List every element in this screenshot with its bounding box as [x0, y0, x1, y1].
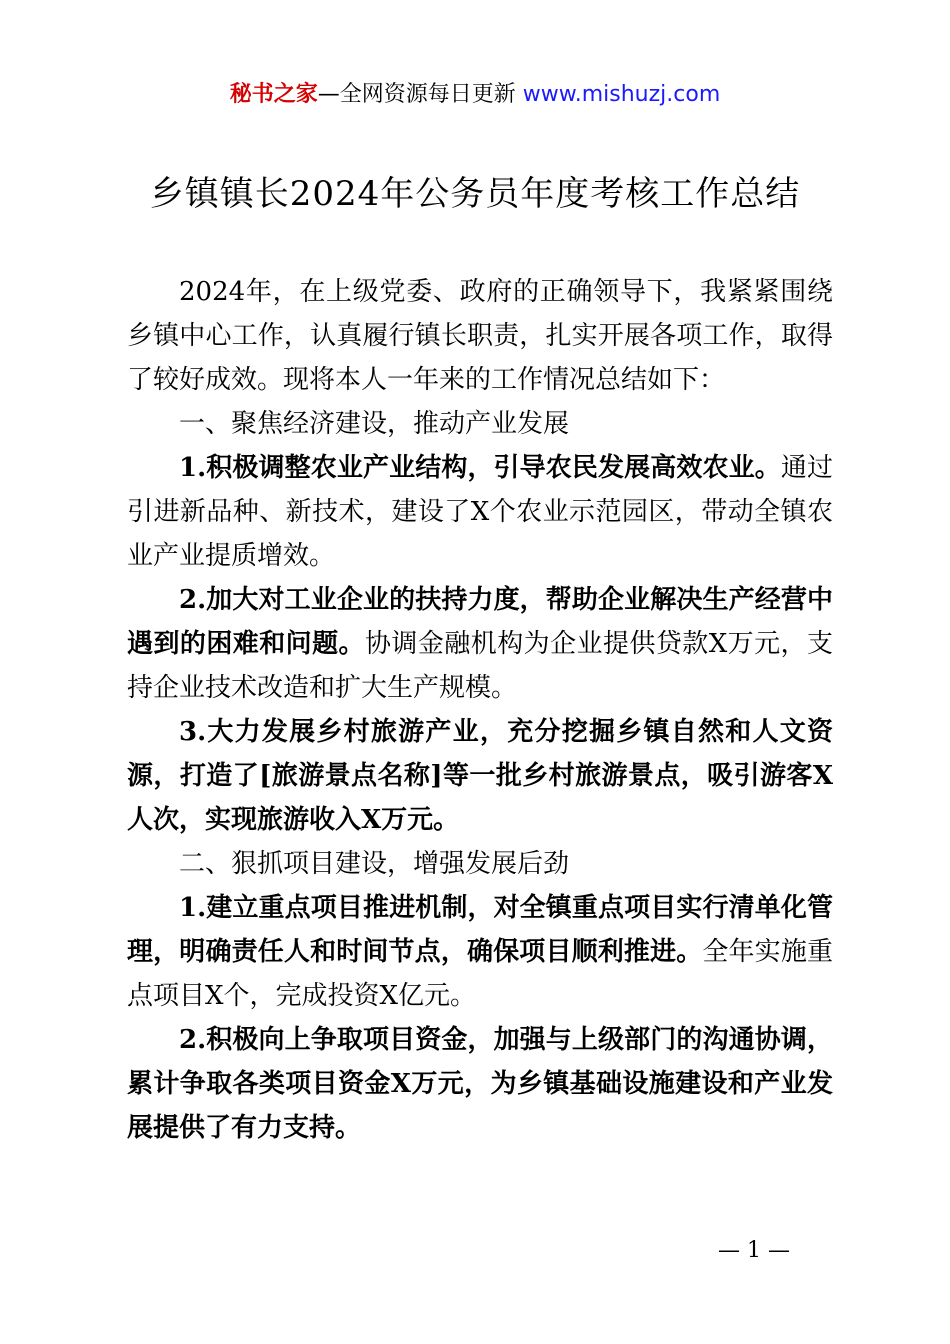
site-url[interactable]: www.mishuzj.com — [522, 82, 721, 107]
page-number: — 1 — — [718, 1238, 790, 1263]
paragraph: 3.大力发展乡村旅游产业，充分挖掘乡镇自然和人文资源，打造了[旅游景点名称]等一批乡村旅游景点，吸引游客X人次，实现旅游收入X万元。 — [127, 717, 833, 835]
paragraph: 2.加大对工业企业的扶持力度，帮助企业解决生产经营中遇到的困难和问题。协调金融机构为企业提供贷款X万元，支持企业技术改造和扩大生产规模。 — [127, 585, 833, 703]
paragraph: 1.建立重点项目推进机制，对全镇重点项目实行清单化管理，明确责任人和时间节点，确保项目顺利推进。全年实施重点项目X个，完成投资X亿元。 — [127, 893, 833, 1011]
site-header — [0, 80, 950, 110]
paragraph: 1.积极调整农业产业结构，引导农民发展高效农业。通过引进新品种、新技术，建设了X个农业示范园区，带动全镇农业产业提质增效。 — [127, 453, 833, 571]
section-heading: 二、狠抓项目建设，增强发展后劲 — [179, 849, 570, 879]
header-tagline: —全网资源每日更新 — [317, 82, 523, 107]
document-body — [127, 270, 833, 1150]
section-heading: 一、聚焦经济建设，推动产业发展 — [179, 409, 570, 439]
paragraph: 2024年，在上级党委、政府的正确领导下，我紧紧围绕乡镇中心工作，认真履行镇长职责，扎实开展各项工作，取得了较好成效。现将本人一年来的工作情况总结如下： — [127, 277, 833, 395]
brand-name: 秘书之家 — [229, 82, 318, 107]
document-title: 乡镇镇长2024年公务员年度考核工作总结 — [149, 174, 801, 214]
paragraph: 2.积极向上争取项目资金，加强与上级部门的沟通协调，累计争取各类项目资金X万元，为乡镇基础设施建设和产业发展提供了有力支持。 — [127, 1025, 833, 1143]
